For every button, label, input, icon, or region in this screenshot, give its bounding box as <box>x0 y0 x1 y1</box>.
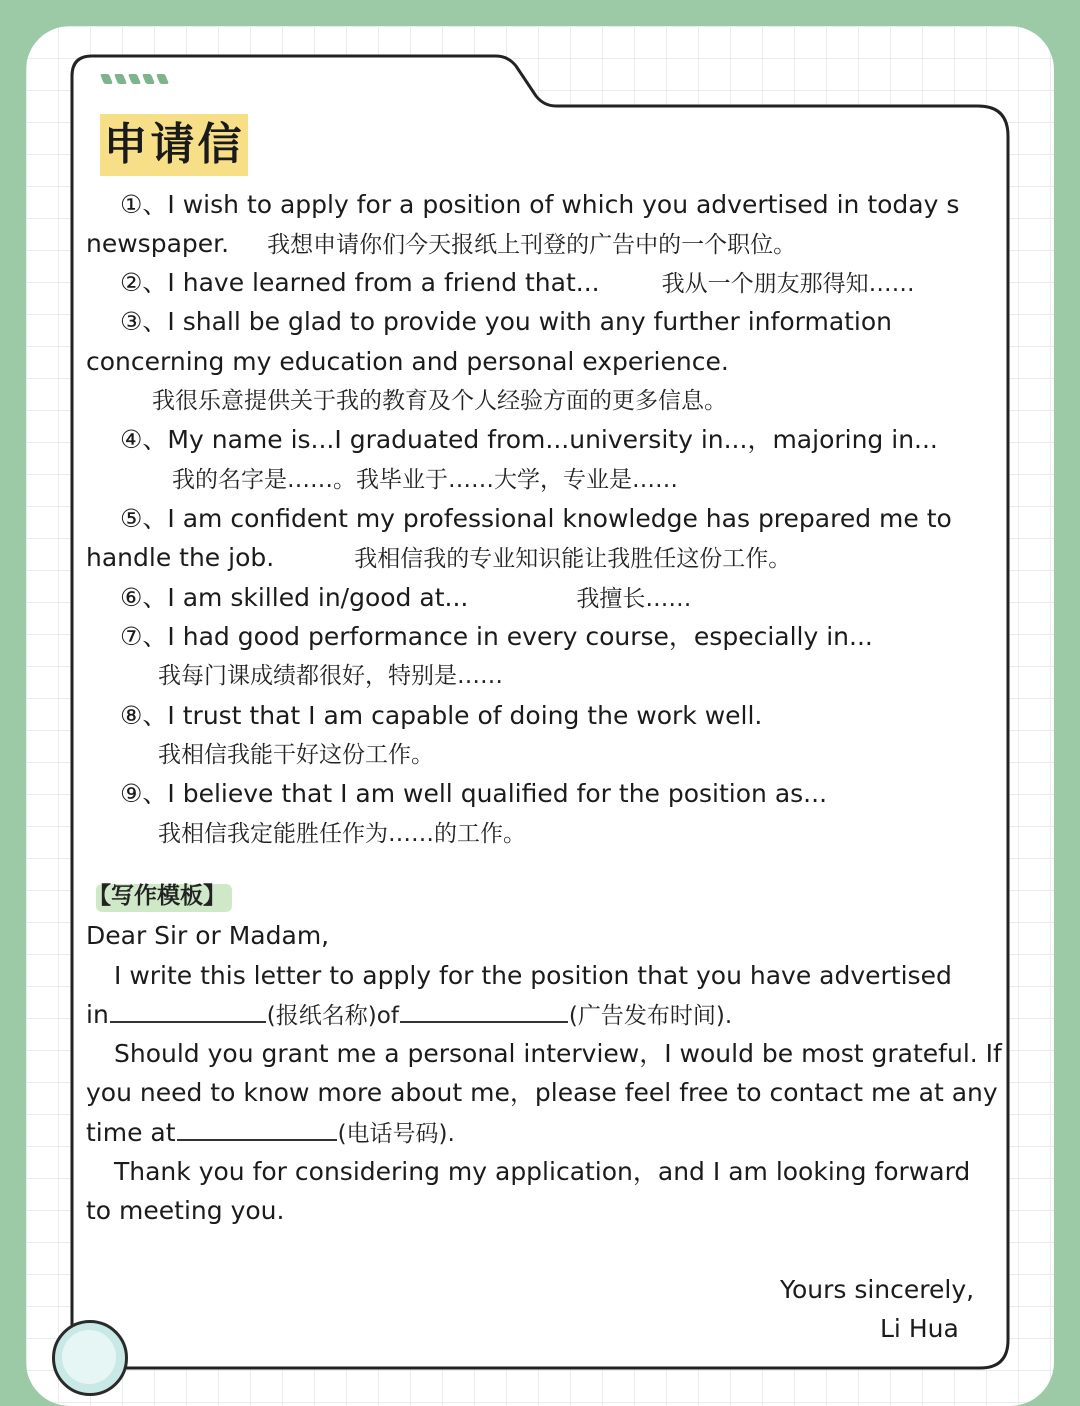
salutation: Dear Sir or Madam, <box>86 921 330 950</box>
paragraph-2-line3 <box>86 1117 455 1150</box>
tick-mark <box>128 74 141 84</box>
phrase-5-zh: 我相信我的专业知识能让我胜任这份工作。 <box>354 546 792 572</box>
p1-in: in <box>86 1000 109 1029</box>
p1-newspaper: (报纸名称)of <box>266 1003 399 1029</box>
tick-mark <box>100 74 113 84</box>
tick-mark <box>114 74 127 84</box>
phrase-9-zh: 我相信我定能胜任作为……的工作。 <box>158 821 526 847</box>
phrase-2-en: ②、I have learned from a friend that... <box>120 268 600 297</box>
date-blank <box>400 999 568 1023</box>
phrase-3-line1: ③、I shall be glad to provide you with any further information <box>120 307 893 336</box>
signature-name: Li Hua <box>880 1314 959 1343</box>
phrase-6-en: ⑥、I am skilled in/good at... <box>120 583 469 612</box>
phrase-2 <box>120 267 915 300</box>
paragraph-2-line1: Should you grant me a personal interview，I would be most grateful. If <box>114 1039 1002 1068</box>
phrase-5-line1: ⑤、I am confident my professional knowledge has prepared me to <box>120 504 952 533</box>
template-heading: 【写作模板】 <box>88 883 226 909</box>
phrase-3-zh: 我很乐意提供关于我的教育及个人经验方面的更多信息。 <box>152 388 727 414</box>
phrase-7-zh: 我每门课成绩都很好，特别是…… <box>158 663 503 689</box>
phrase-6 <box>120 582 691 615</box>
paragraph-2-line2: you need to know more about me，please feel free to contact me at any <box>86 1078 998 1107</box>
phrase-5-en: handle the job. <box>86 543 275 572</box>
phrase-7-en: ⑦、I had good performance in every course，especially in... <box>120 622 873 651</box>
paragraph-1-line2 <box>86 999 732 1032</box>
phrase-3-line2: concerning my education and personal experience. <box>86 347 729 376</box>
phrase-2-zh: 我从一个朋友那得知…… <box>661 271 915 297</box>
phrase-1-en: newspaper. <box>86 229 230 258</box>
title-highlight <box>100 114 248 176</box>
tick-mark <box>142 74 155 84</box>
phrase-4-zh: 我的名字是……。我毕业于……大学，专业是…… <box>172 467 678 493</box>
decorative-ticks <box>102 74 167 84</box>
phrase-8-zh: 我相信我能干好这份工作。 <box>158 742 434 768</box>
paragraph-1-line1: I write this letter to apply for the position that you have advertised <box>114 961 952 990</box>
newspaper-blank <box>110 999 266 1023</box>
phrase-8-en: ⑧、I trust that I am capable of doing the work well. <box>120 701 763 730</box>
phone-blank <box>177 1117 337 1141</box>
phrase-1-zh: 我想申请你们今天报纸上刊登的广告中的一个职位。 <box>267 232 797 258</box>
p2-time-at: time at <box>86 1118 176 1147</box>
p1-time: (广告发布时间). <box>568 1003 733 1029</box>
phrase-4-en: ④、My name is...I graduated from...university in...，majoring in... <box>120 425 938 454</box>
paragraph-3-line2: to meeting you. <box>86 1196 285 1225</box>
page-title: 申请信 <box>103 119 245 170</box>
phrase-9-en: ⑨、I believe that I am well qualified for the position as... <box>120 779 828 808</box>
phrase-1-line2 <box>86 228 796 261</box>
paragraph-3-line1: Thank you for considering my application，and I am looking forward <box>114 1157 971 1186</box>
closing: Yours sincerely, <box>780 1275 975 1304</box>
phrase-6-zh: 我擅长…… <box>576 586 692 612</box>
decorative-circle-inner <box>62 1330 116 1384</box>
phrase-1-line1: ①、I wish to apply for a position of which you advertised in today s <box>120 190 960 219</box>
phrase-5-line2 <box>86 542 791 575</box>
p2-phone: (电话号码). <box>337 1121 455 1147</box>
